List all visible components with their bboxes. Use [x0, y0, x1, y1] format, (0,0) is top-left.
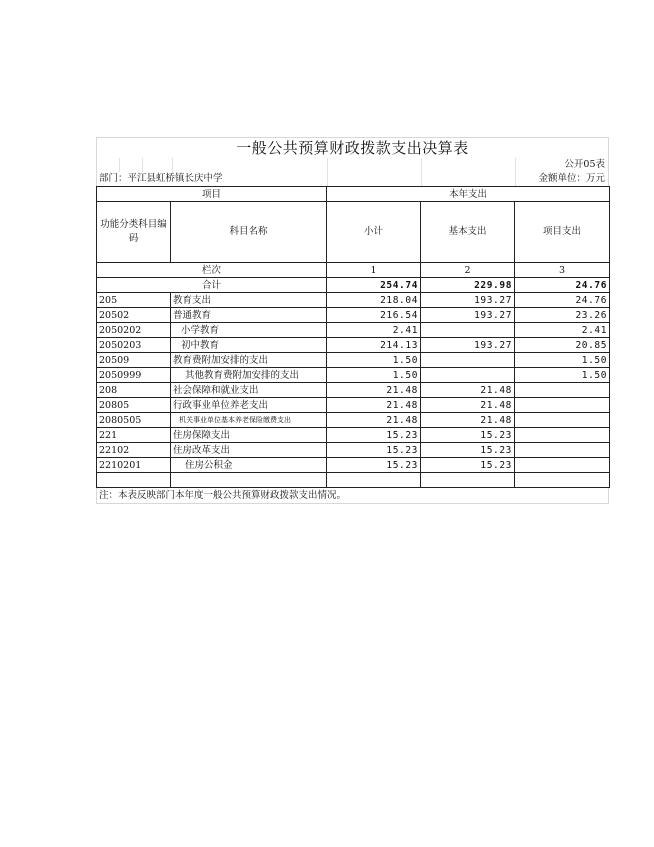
row-basic: 21.48 — [421, 413, 515, 428]
row-name: 机关事业单位基本养老保险缴费支出 — [171, 413, 327, 428]
row-subtotal: 2.41 — [327, 323, 421, 338]
row-code: 22102 — [97, 443, 171, 458]
row-name: 行政事业单位养老支出 — [171, 398, 327, 413]
row-project: 2.41 — [515, 323, 610, 338]
total-label: 合计 — [97, 278, 327, 293]
row-subtotal: 21.48 — [327, 383, 421, 398]
blank-cell — [421, 473, 515, 488]
row-project: 23.26 — [515, 308, 610, 323]
row-code: 2210201 — [97, 458, 171, 473]
row-subtotal: 15.23 — [327, 458, 421, 473]
blank-cell — [515, 473, 610, 488]
row-name: 教育费附加安排的支出 — [171, 353, 327, 368]
row-code: 20509 — [97, 353, 171, 368]
grid-line — [515, 158, 516, 172]
grid-line — [327, 172, 328, 186]
row-name: 教育支出 — [171, 293, 327, 308]
row-basic: 193.27 — [421, 338, 515, 353]
row-basic: 21.48 — [421, 383, 515, 398]
row-basic: 21.48 — [421, 398, 515, 413]
grid-line — [421, 172, 422, 186]
table-row — [97, 353, 610, 368]
expenditure-table — [96, 186, 610, 488]
row-subtotal: 15.23 — [327, 428, 421, 443]
row-project: 1.50 — [515, 353, 610, 368]
header-row-2 — [97, 202, 610, 263]
row-code: 20502 — [97, 308, 171, 323]
department-row — [96, 172, 609, 186]
row-name: 普通教育 — [171, 308, 327, 323]
row-basic: 15.23 — [421, 443, 515, 458]
row-project — [515, 383, 610, 398]
row-code: 2050203 — [97, 338, 171, 353]
blank-cell — [171, 473, 327, 488]
row-project: 24.76 — [515, 293, 610, 308]
table-row — [97, 383, 610, 398]
header-project: 项目 — [97, 187, 327, 202]
column-number-row — [97, 263, 610, 278]
row-project: 20.85 — [515, 338, 610, 353]
row-basic — [421, 323, 515, 338]
row-project — [515, 428, 610, 443]
row-code: 20805 — [97, 398, 171, 413]
table-row — [97, 413, 610, 428]
row-basic — [421, 353, 515, 368]
blank-cell — [327, 473, 421, 488]
row-code: 2080505 — [97, 413, 171, 428]
row-project — [515, 443, 610, 458]
form-code-row — [96, 158, 609, 172]
report-title: 一般公共预算财政拨款支出决算表 — [96, 137, 609, 158]
total-row — [97, 278, 610, 293]
row-name: 初中教育 — [171, 338, 327, 353]
total-project: 24.76 — [515, 278, 610, 293]
row-name: 住房公积金 — [171, 458, 327, 473]
blank-cell — [97, 473, 171, 488]
row-subtotal: 21.48 — [327, 413, 421, 428]
table-row — [97, 293, 610, 308]
header-func-code: 功能分类科目编码 — [97, 202, 171, 263]
row-project — [515, 413, 610, 428]
total-subtotal: 254.74 — [327, 278, 421, 293]
row-code: 2050999 — [97, 368, 171, 383]
header-project-exp: 项目支出 — [515, 202, 610, 263]
row-name: 其他教育费附加安排的支出 — [171, 368, 327, 383]
table-row — [97, 323, 610, 338]
row-project — [515, 398, 610, 413]
column-number-1: 1 — [327, 263, 421, 278]
row-code: 221 — [97, 428, 171, 443]
column-number-2: 2 — [421, 263, 515, 278]
header-basic: 基本支出 — [421, 202, 515, 263]
row-code: 205 — [97, 293, 171, 308]
grid-line — [119, 158, 120, 172]
header-row-1 — [97, 187, 610, 202]
grid-line — [515, 172, 516, 186]
row-subtotal: 15.23 — [327, 443, 421, 458]
row-subtotal: 21.48 — [327, 398, 421, 413]
row-subtotal: 1.50 — [327, 353, 421, 368]
grid-line — [421, 158, 422, 172]
row-basic: 193.27 — [421, 308, 515, 323]
blank-row — [97, 473, 610, 488]
row-project — [515, 458, 610, 473]
row-subtotal: 214.13 — [327, 338, 421, 353]
table-row — [97, 428, 610, 443]
row-basic: 15.23 — [421, 458, 515, 473]
column-number-label: 栏次 — [97, 263, 327, 278]
row-name: 住房保障支出 — [171, 428, 327, 443]
table-row — [97, 398, 610, 413]
table-row — [97, 338, 610, 353]
table-row — [97, 443, 610, 458]
total-basic: 229.98 — [421, 278, 515, 293]
row-name: 住房改革支出 — [171, 443, 327, 458]
footnote: 注：本表反映部门本年度一般公共预算财政拨款支出情况。 — [96, 488, 609, 504]
table-row — [97, 368, 610, 383]
row-name: 社会保障和就业支出 — [171, 383, 327, 398]
column-number-3: 3 — [515, 263, 610, 278]
report-sheet — [96, 137, 609, 504]
row-code: 208 — [97, 383, 171, 398]
department-label: 部门：平江县虹桥镇长庆中学 — [99, 173, 223, 184]
row-basic: 193.27 — [421, 293, 515, 308]
row-code: 2050202 — [97, 323, 171, 338]
header-current-year: 本年支出 — [327, 187, 610, 202]
row-name: 小学教育 — [171, 323, 327, 338]
grid-line — [142, 158, 143, 172]
header-subtotal: 小计 — [327, 202, 421, 263]
row-subtotal: 218.04 — [327, 293, 421, 308]
table-row — [97, 308, 610, 323]
row-basic: 15.23 — [421, 428, 515, 443]
row-subtotal: 1.50 — [327, 368, 421, 383]
row-basic — [421, 368, 515, 383]
amount-unit: 金额单位：万元 — [538, 173, 605, 184]
header-subject-name: 科目名称 — [171, 202, 327, 263]
form-code: 公开05表 — [564, 159, 605, 170]
row-subtotal: 216.54 — [327, 308, 421, 323]
grid-line — [327, 158, 328, 172]
grid-line — [172, 158, 173, 172]
table-row — [97, 458, 610, 473]
row-project: 1.50 — [515, 368, 610, 383]
